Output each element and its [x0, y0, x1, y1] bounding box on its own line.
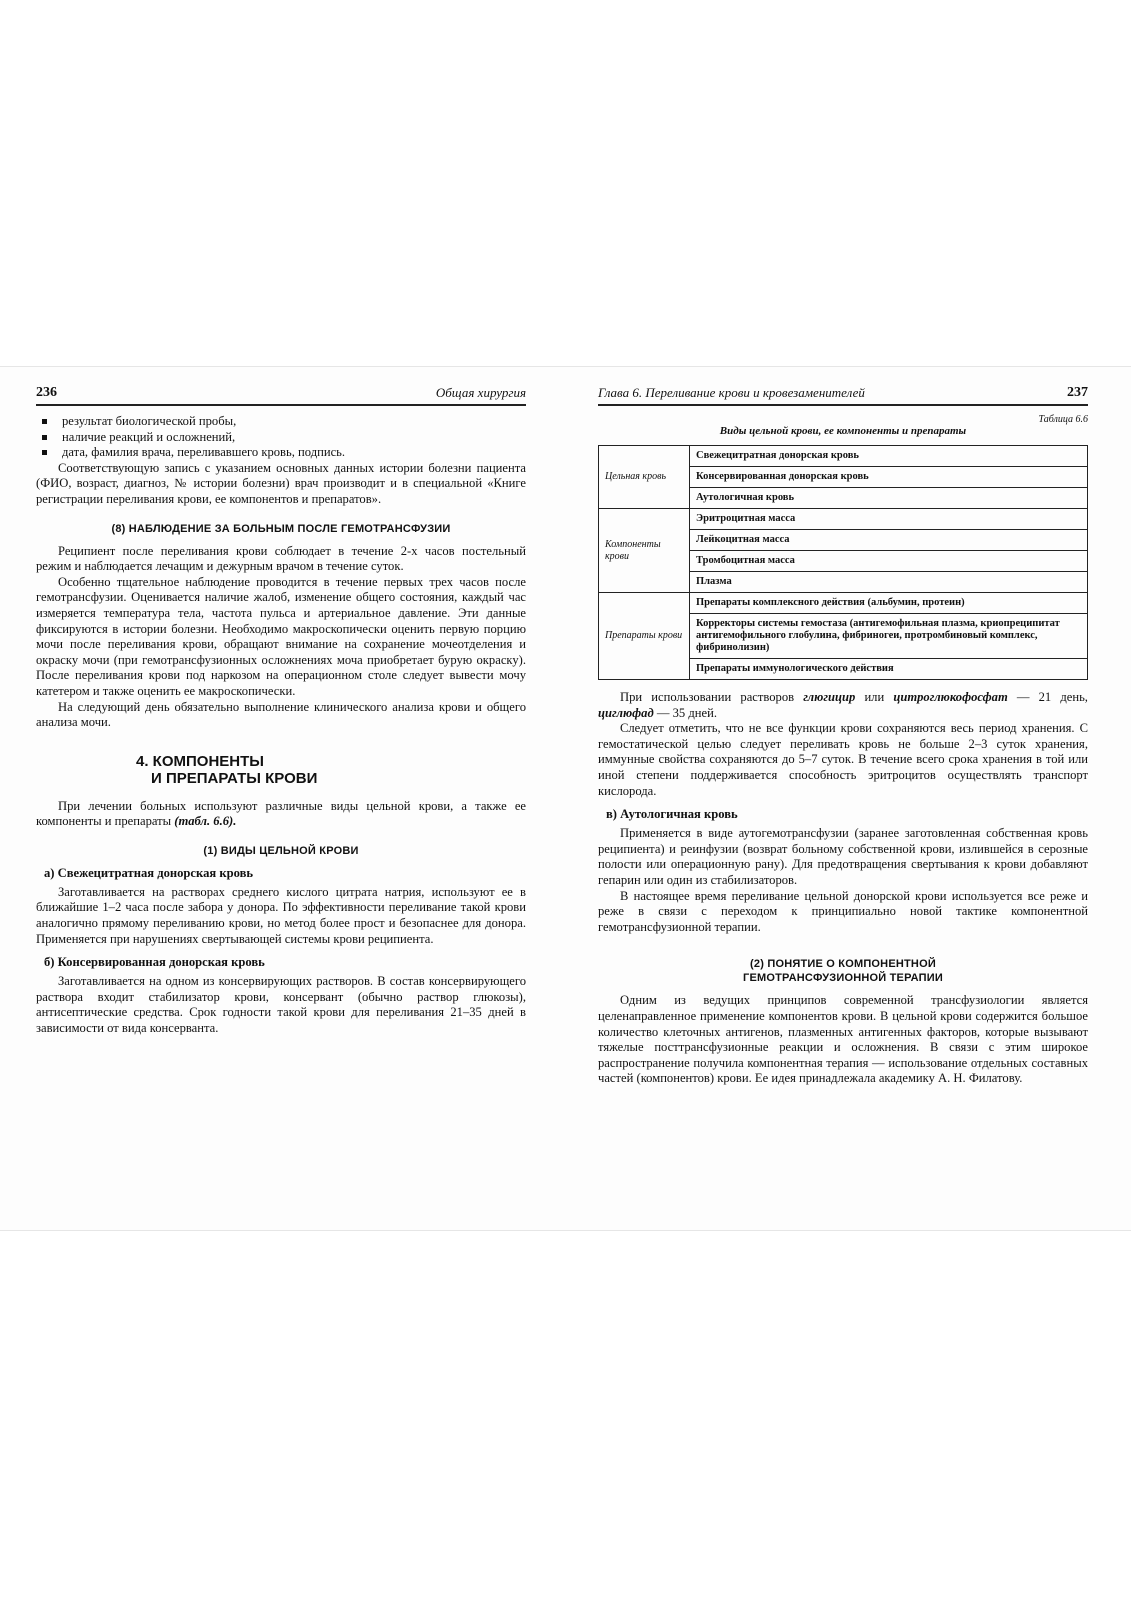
paragraph-text: При лечении больных используют различные виды цельной крови, а также ее компоненты и препараты [36, 798, 526, 829]
section-heading-line: (2) ПОНЯТИЕ О КОМПОНЕНТНОЙ [750, 958, 936, 971]
table-cell: Тромбоцитная масса [690, 551, 1088, 572]
right-page-header [598, 385, 1088, 406]
right-page [598, 385, 1088, 1087]
paragraph: Соответствующую запись с указанием основных данных истории болезни пациента (ФИО, возраст, диагноз, № истории болезни) врач производит и в специальной «Книге регистрации переливания крови, ее компонентов и препаратов». [36, 460, 526, 506]
table-group-cell: Препараты крови [599, 593, 690, 680]
paragraph: Реципиент после переливания крови соблюдает в течение 2-х часов постельный режим и наблюдается лечащим и дежурным врачом в течение суток. [36, 543, 526, 574]
solution-term: циглюфад [598, 705, 654, 720]
table-cell: Препараты иммунологического действия [690, 659, 1088, 680]
table-cell: Свежецитратная донорская кровь [690, 446, 1088, 467]
bullet-list [36, 414, 526, 461]
table-cell: Корректоры системы гемостаза (антигемофильная плазма, криопреципитат антигемофильного глобулина, фибриногеи, протромбиновый комплекс, фибринолизин) [690, 614, 1088, 659]
paragraph-text: При использовании растворов [620, 690, 795, 704]
solution-term: цитроглюкофосфат [893, 690, 1008, 704]
running-head: Общая хирургия [435, 385, 526, 400]
blood-kinds-table [598, 445, 1088, 680]
list-item: наличие реакций и осложнений, [62, 430, 526, 446]
table-group-cell: Цельная кровь [599, 446, 690, 509]
paragraph: Заготавливается на растворах среднего кислого цитрата натрия, используют ее в ближайшие 1–2 часа после забора у донора. По эффективности переливание такой крови аналогично прямому переливанию крови, но метод более прост и безопаснее для донора. Применяется при нарушениях свертывающей системы крови реципиента. [36, 884, 526, 946]
subsection-heading: б) Консервированная донорская кровь [44, 955, 265, 970]
paragraph: Применяется в виде аутогемотрансфузии (заранее заготовленная собственная кровь реципиента) и реинфузии (возврат больному собственной крови, излившейся в серозные полости или операционную рану). Для предотвращения свертывания к крови добавляют гепарин или один из стабилизаторов. [598, 826, 1088, 887]
table-row [599, 509, 1088, 530]
table-group-cell: Компоненты крови [599, 509, 690, 593]
section-heading: (8) НАБЛЮДЕНИЕ ЗА БОЛЬНЫМ ПОСЛЕ ГЕМОТРАНСФУЗИИ [111, 522, 451, 535]
paragraph: В настоящее время переливание цельной донорской крови используется все реже и реже в связи с переходом к принципиально новой тактике компонентной гемотрансфузионной терапии. [598, 888, 1088, 934]
paragraph: Одним из ведущих принципов современной трансфузиологии является целенаправленное применение компонентов крови. В цельной крови содержится большое количество клеточных антигенов, плазменных антигенных факторов, которые вызывают тяжелые посттрансфузионные реакции и осложнения. В связи с этим широкое распространение получила компонентная терапия — использование отдельных составных частей (компонентов) крови. Ее идея принадлежала академику А. Н. Филатову. [598, 993, 1088, 1086]
table-cell: Консервированная донорская кровь [690, 467, 1088, 488]
section-heading [598, 957, 1088, 985]
table-reference: (табл. 6.6). [174, 814, 237, 829]
paragraph-text: — 21 день, [1016, 690, 1088, 704]
subsection-heading: в) Аутологичная кровь [606, 807, 738, 822]
section-heading: (1) ВИДЫ ЦЕЛЬНОЙ КРОВИ [203, 844, 359, 857]
page-number: 237 [1067, 385, 1088, 400]
table-cell: Плазма [690, 572, 1088, 593]
chapter-title [136, 753, 526, 787]
list-item: дата, фамилия врача, переливавшего кровь, подпись. [62, 445, 526, 461]
table-cell: Препараты комплексного действия (альбумин, протеин) [690, 593, 1088, 614]
solution-term: глюгицир [803, 690, 856, 704]
paragraph [598, 690, 1088, 721]
paragraph-text: или [864, 690, 885, 704]
paragraph: Следует отметить, что не все функции крови сохраняются весь период хранения. С гемостатической целью следует переливать кровь не больше 2–3 суток хранения, иммунные свойства сохраняются до 5–7 суток. В течение всего срока хранения в той или иной степени поддерживается способность эритроцитов осуществлять транспорт кислорода. [598, 721, 1088, 798]
table-row [599, 593, 1088, 614]
table-title: Виды цельной крови, ее компоненты и препараты [719, 425, 967, 437]
table-row [599, 446, 1088, 467]
book-spread [0, 366, 1131, 1231]
chapter-title-line: 4. КОМПОНЕНТЫ [136, 752, 264, 770]
table-cell: Эритроцитная масса [690, 509, 1088, 530]
section-heading-line: ГЕМОТРАНСФУЗИОННОЙ ТЕРАПИИ [743, 972, 943, 985]
left-page [36, 385, 526, 1037]
table-number: Таблица 6.6 [1038, 414, 1088, 425]
table-cell: Лейкоцитная масса [690, 530, 1088, 551]
table-cell: Аутологичная кровь [690, 488, 1088, 509]
running-head: Глава 6. Переливание крови и кровезаменителей [598, 385, 865, 400]
page-number: 236 [36, 385, 57, 400]
list-item: результат биологической пробы, [62, 414, 526, 430]
paragraph [36, 799, 526, 830]
chapter-title-line: И ПРЕПАРАТЫ КРОВИ [151, 769, 318, 787]
paragraph-text: — 35 дней. [656, 705, 717, 720]
subsection-heading: а) Свежецитратная донорская кровь [44, 865, 254, 880]
paragraph: На следующий день обязательно выполнение клинического анализа крови и общего анализа мочи. [36, 699, 526, 730]
paragraph: Особенно тщательное наблюдение проводится в течение первых трех часов после гемотрансфузии. Оценивается наличие жалоб, изменение общего состояния, каждый час измеряется температура тела, частота пульса и артериальное давление. Эти данные фиксируются в истории болезни. Необходимо макроскопически оценить первую порцию мочи после переливания крови, обращают внимание на сохранение мочеотделения и окраску мочи (при гемотрансфузионных осложнениях моча приобретает бурую окраску). После переливания крови под наркозом на операционном столе следует вывести мочу катетером и также оценить ее макроскопически. [36, 574, 526, 698]
paragraph: Заготавливается на одном из консервирующих растворов. В состав консервирующего раствора входит стабилизатор крови, консервант (обычно раствор глюкозы), антисептические средства. Срок годности такой крови для переливания 21–35 дней в зависимости от вида консерванта. [36, 974, 526, 1036]
left-page-header [36, 385, 526, 406]
